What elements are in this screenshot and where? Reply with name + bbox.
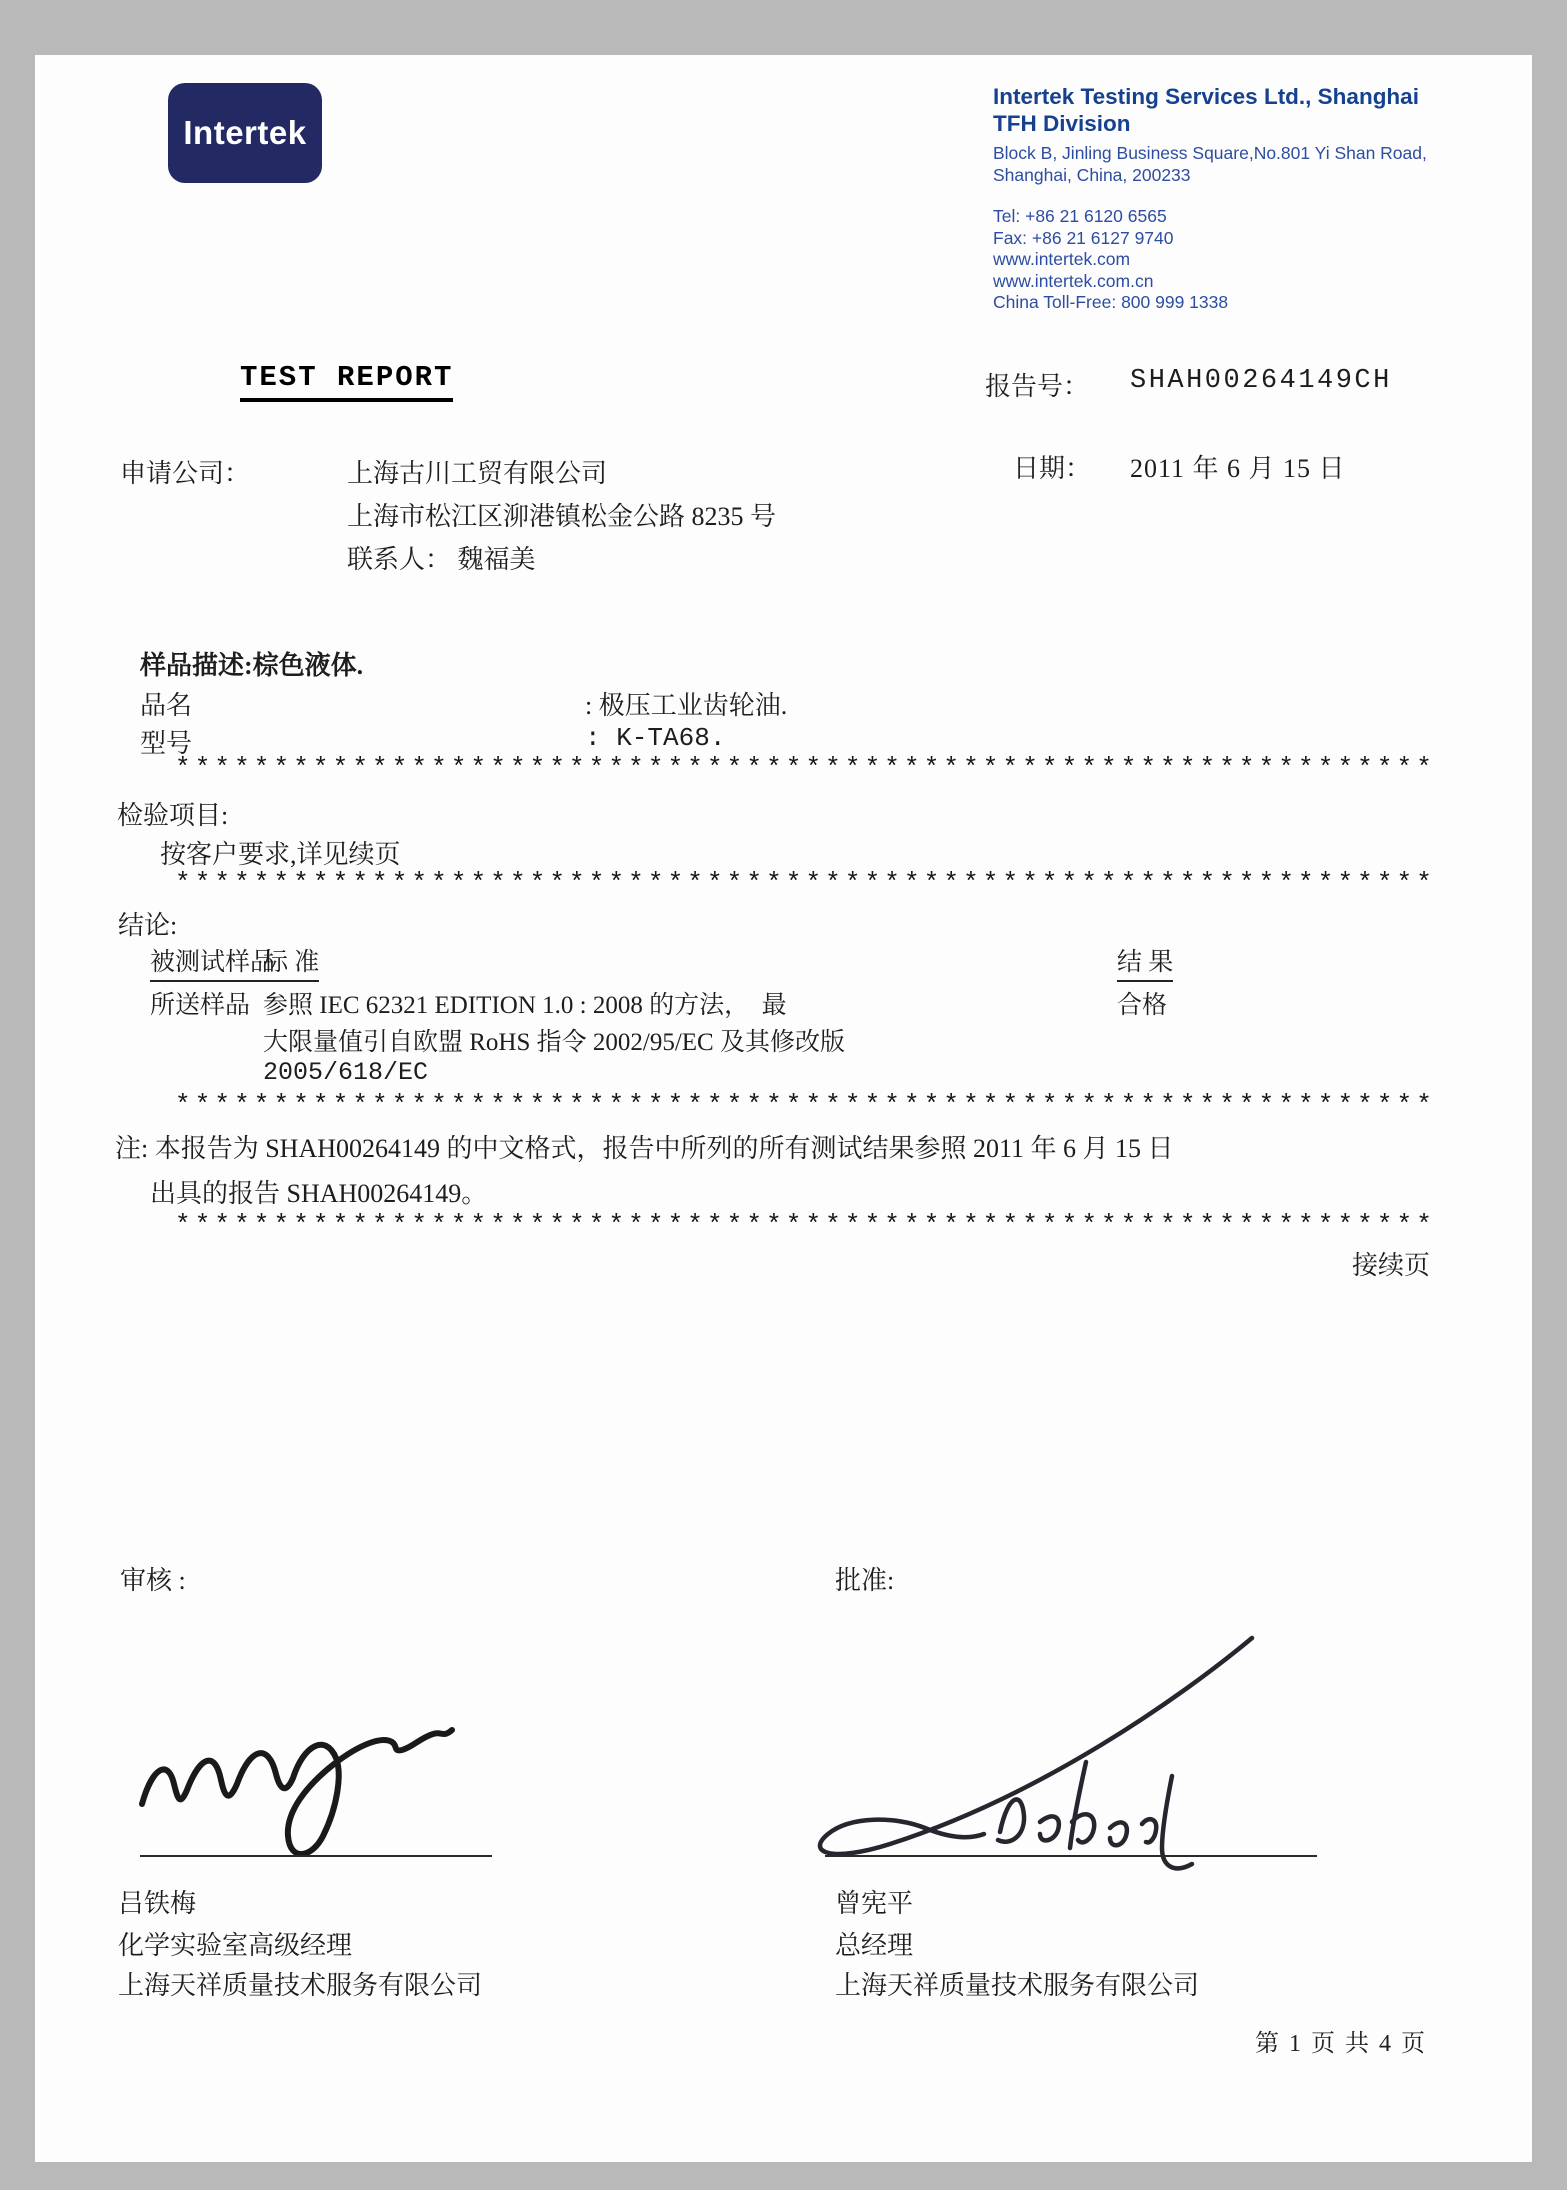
company-name-line1: Intertek Testing Services Ltd., Shanghai xyxy=(993,84,1419,109)
reviewer-name: 吕铁梅 xyxy=(118,1889,197,1918)
report-no-value: SHAH00264149CH xyxy=(1130,366,1392,396)
date-label: 日期： xyxy=(1013,454,1092,483)
sample-description: 样品描述:棕色液体. xyxy=(140,651,364,680)
applicant-name: 上海古川工贸有限公司 xyxy=(347,459,608,488)
separator-line-1: **************************************************************** xyxy=(175,753,1436,783)
separator-line-2: **************************************************************** xyxy=(175,868,1436,898)
report-page xyxy=(35,55,1532,2162)
column-header-sample: 被测试样品 xyxy=(150,942,275,982)
standard-line-2: 大限量值引自欧盟 RoHS 指令 2002/95/EC 及其修改版 xyxy=(263,1029,845,1056)
report-no-label: 报告号： xyxy=(985,372,1090,401)
standard-line-3: 2005/618/EC xyxy=(263,1058,429,1087)
contact-tollfree: China Toll-Free: 800 999 1338 xyxy=(993,292,1229,312)
approver-title: 总经理 xyxy=(835,1931,914,1960)
sample-name-value: : 极压工业齿轮油. xyxy=(585,691,788,720)
applicant-contact: 联系人： 魏福美 xyxy=(347,545,536,574)
contact-fax: Fax: +86 21 6127 9740 xyxy=(993,227,1174,248)
page-footer: 第 1 页 共 4 页 xyxy=(1255,2031,1427,2057)
tested-sample-value: 所送样品 xyxy=(150,992,251,1019)
sample-name-label: 品名 xyxy=(140,691,193,720)
approve-label: 批准: xyxy=(835,1566,895,1595)
company-name-line2: TFH Division xyxy=(993,111,1131,136)
date-value: 2011 年 6 月 15 日 xyxy=(1130,454,1346,483)
report-title: TEST REPORT xyxy=(240,361,453,402)
approver-company: 上海天祥质量技术服务有限公司 xyxy=(835,1971,1200,2000)
approver-name: 曾宪平 xyxy=(835,1889,914,1918)
intertek-logo-text: Intertek xyxy=(183,114,307,151)
column-header-result: 结 果 xyxy=(1117,942,1173,982)
note-line-2: 出具的报告 SHAH00264149。 xyxy=(150,1179,488,1208)
contact-block xyxy=(993,206,1493,314)
applicant-label: 申请公司： xyxy=(120,459,251,488)
contact-web2: www.intertek.com.cn xyxy=(993,270,1154,291)
result-value: 合格 xyxy=(1117,992,1168,1019)
sample-model-label: 型号 xyxy=(140,729,193,758)
intertek-logo xyxy=(168,83,322,183)
address-line1: Block B, Jinling Business Square,No.801 Yi Shan Road, xyxy=(993,143,1427,163)
reviewer-title: 化学实验室高级经理 xyxy=(118,1931,353,1960)
applicant-address: 上海市松江区泖港镇松金公路 8235 号 xyxy=(347,502,777,531)
approver-underline xyxy=(825,1855,1317,1857)
test-items-value: 按客户要求,详见续页 xyxy=(160,840,401,869)
reviewer-signature-image xyxy=(130,1640,460,1912)
standard-line-1: 参照 IEC 62321 EDITION 1.0 : 2008 的方法， 最 xyxy=(263,992,787,1019)
contact-tel: Tel: +86 21 6120 6565 xyxy=(993,206,1167,226)
conclusion-label: 结论: xyxy=(118,911,178,940)
reviewer-underline xyxy=(140,1855,492,1857)
letterhead xyxy=(993,83,1493,314)
review-label: 审核 : xyxy=(120,1566,186,1595)
approver-signature-image xyxy=(710,1590,1270,1922)
separator-line-3: **************************************************************** xyxy=(175,1090,1436,1120)
separator-line-4: **************************************************************** xyxy=(175,1210,1436,1240)
continued-note: 接续页 xyxy=(1351,1251,1430,1280)
contact-web1: www.intertek.com xyxy=(993,249,1131,269)
address-line2: Shanghai, China, 200233 xyxy=(993,164,1191,185)
sample-model-value: : K-TA68. xyxy=(585,723,726,753)
reviewer-company: 上海天祥质量技术服务有限公司 xyxy=(118,1971,483,2000)
column-header-standard: 标 准 xyxy=(263,942,319,982)
note-line-1: 注: 本报告为 SHAH00264149 的中文格式，报告中所列的所有测试结果参照 2011 年 6 月 15 日 xyxy=(115,1134,1174,1163)
test-items-label: 检验项目: xyxy=(117,801,229,830)
